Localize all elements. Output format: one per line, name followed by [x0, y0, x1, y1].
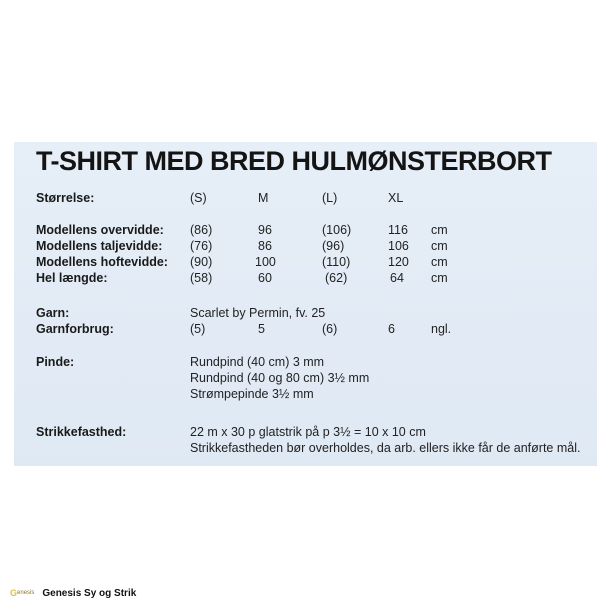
size-m: M	[258, 191, 269, 205]
yarn-usage-unit: ngl.	[431, 322, 452, 336]
measurement-m: 100	[255, 255, 276, 269]
measurement-s: (58)	[190, 271, 213, 285]
yarn-usage-xl: 6	[388, 322, 395, 336]
footer	[10, 585, 136, 601]
measurement-l: (106)	[322, 223, 352, 237]
gauge-line: 22 m x 30 p glatstrik på p 3½ = 10 x 10 cm	[190, 425, 426, 439]
size-xl: XL	[388, 191, 404, 205]
yarn-usage-l: (6)	[322, 322, 338, 336]
measurement-unit: cm	[431, 271, 448, 285]
measurement-xl: 106	[388, 239, 409, 253]
size-s: (S)	[190, 191, 207, 205]
logo-text: enesis	[17, 590, 35, 596]
measurement-m: 60	[258, 271, 272, 285]
measurement-s: (90)	[190, 255, 213, 269]
yarn-value: Scarlet by Permin, fv. 25	[190, 306, 326, 320]
yarn-usage-s: (5)	[190, 322, 206, 336]
measurement-label: Hel længde:	[36, 271, 108, 285]
measurement-xl: 64	[390, 271, 404, 285]
yarn-usage-label: Garnforbrug:	[36, 322, 114, 336]
measurement-label: Modellens hoftevidde:	[36, 255, 168, 269]
measurement-l: (110)	[322, 255, 351, 269]
measurement-l: (96)	[322, 239, 345, 253]
yarn-label: Garn:	[36, 306, 70, 320]
brand-name: Genesis Sy og Strik	[42, 587, 137, 599]
needles-label: Pinde:	[36, 355, 75, 369]
measurement-s: (76)	[190, 239, 213, 253]
measurement-xl: 116	[388, 223, 408, 237]
measurement-l: (62)	[325, 271, 348, 285]
measurement-unit: cm	[431, 239, 448, 253]
measurement-label: Modellens taljevidde:	[36, 239, 163, 253]
measurement-m: 86	[258, 239, 272, 253]
needles-line: Rundpind (40 cm) 3 mm	[190, 355, 325, 369]
sizes-label: Størrelse:	[36, 191, 95, 205]
measurement-m: 96	[258, 223, 272, 237]
measurement-unit: cm	[431, 223, 448, 237]
measurement-xl: 120	[388, 255, 409, 269]
gauge-line: Strikkefastheden bør overholdes, da arb. ellers ikke får de anførte mål.	[190, 441, 581, 455]
size-l: (L)	[322, 191, 338, 205]
logo-initial: G	[10, 588, 18, 598]
gauge-label: Strikkefasthed:	[36, 425, 127, 439]
measurement-unit: cm	[431, 255, 448, 269]
needles-line: Strømpepinde 3½ mm	[190, 387, 314, 401]
pattern-title: T-SHIRT MED BRED HULMØNSTERBORT	[36, 146, 552, 176]
measurement-label: Modellens overvidde:	[36, 223, 164, 237]
needles-line: Rundpind (40 og 80 cm) 3½ mm	[190, 371, 370, 385]
yarn-usage-m: 5	[258, 322, 265, 336]
pattern-info-panel	[14, 142, 597, 466]
genesis-logo-icon	[10, 588, 34, 598]
measurement-s: (86)	[190, 223, 213, 237]
